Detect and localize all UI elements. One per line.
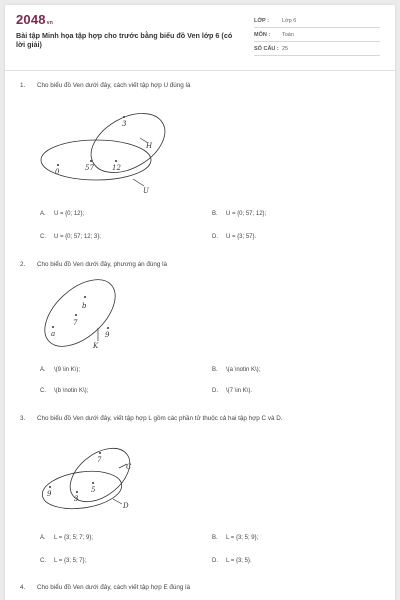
q3-option-b[interactable] (212, 535, 258, 541)
logo-text: 2048 (16, 12, 46, 27)
q2-option-b-text: \(a \notin K\); (226, 367, 261, 373)
page-title: Bài tập Minh họa tập hợp cho trước bằng biểu đồ Ven lớp 6 (có lời giải) (16, 31, 233, 49)
q3-option-d[interactable] (212, 558, 252, 564)
q2-option-d-letter: D. (212, 388, 218, 394)
question-1 (20, 82, 190, 89)
question-1-number: 1. (20, 82, 26, 89)
q3-option-a-letter: A. (40, 535, 46, 541)
q3-option-c[interactable] (40, 558, 86, 564)
question-4 (20, 584, 190, 591)
venn-diagram-3 (40, 430, 150, 520)
venn-3-d-pointer (113, 499, 122, 504)
question-2-number: 2. (20, 261, 26, 268)
venn-3-element-9: 9 (47, 490, 52, 498)
venn-2-dot-a (52, 326, 54, 328)
q3-option-c-letter: C. (40, 558, 46, 564)
venn-2-dot-7 (75, 314, 77, 316)
question-3-number: 3. (20, 415, 26, 422)
q1-option-a-letter: A. (40, 211, 46, 217)
venn-2-element-9: 9 (105, 331, 110, 339)
q3-option-b-letter: B. (212, 535, 218, 541)
venn-3-dot-7 (99, 452, 101, 454)
q3-option-d-letter: D. (212, 558, 218, 564)
venn-1-element-12: 12 (112, 164, 121, 172)
venn-diagram-2 (40, 275, 130, 355)
meta-count (254, 45, 380, 56)
venn-1-dot-3 (123, 116, 125, 118)
q1-option-c-text: U = {0; 57; 12; 3}; (54, 234, 101, 240)
venn-2-element-7: 7 (73, 319, 78, 327)
q2-option-d-text: \(7 \in K\). (226, 388, 253, 394)
site-logo[interactable] (16, 12, 53, 27)
venn-1-label-u: U (143, 187, 149, 195)
question-2 (20, 261, 167, 268)
venn-2-dot-b (84, 296, 86, 298)
venn-1-element-3: 3 (122, 120, 127, 128)
q2-option-a-letter: A. (40, 367, 46, 373)
venn-1-element-0: 0 (55, 168, 60, 176)
q3-option-b-text: L = {3; 5; 9}; (226, 535, 259, 541)
q2-option-c[interactable] (40, 388, 88, 394)
question-3-text: Cho biểu đồ Ven dưới đây, viết tập hợp L gồm các phần tử thuộc cả hai tập hợp C và D. (37, 415, 283, 422)
header-divider (5, 70, 395, 71)
venn-1-u-pointer (133, 179, 144, 186)
venn-1-dot-57 (90, 160, 92, 162)
q1-option-d[interactable] (212, 234, 256, 240)
venn-1-element-57: 57 (85, 164, 94, 172)
venn-1-set-h (81, 101, 175, 184)
venn-2-dot-9 (107, 327, 109, 329)
q1-option-b[interactable] (212, 211, 266, 217)
logo-suffix: vn (46, 20, 53, 26)
venn-1-dot-12 (115, 160, 117, 162)
q3-option-a[interactable] (40, 535, 93, 541)
venn-diagram-1 (40, 95, 170, 205)
q2-option-a-text: \(9 \in K\); (54, 367, 81, 373)
venn-2-element-b: b (82, 302, 87, 310)
venn-1-dot-0 (57, 164, 59, 166)
q1-option-d-text: U = {3; 57}. (226, 234, 257, 240)
venn-3-label-d: D (123, 502, 129, 510)
venn-3-element-3: 3 (74, 495, 79, 503)
q1-option-d-letter: D. (212, 234, 218, 240)
q1-option-b-letter: B. (212, 211, 218, 217)
venn-3-dot-9 (49, 486, 51, 488)
meta-count-label: SỐ CÂU : (254, 46, 279, 52)
meta-subject-label: MÔN : (254, 32, 271, 38)
q2-option-b-letter: B. (212, 367, 218, 373)
venn-3-element-5: 5 (91, 486, 96, 494)
meta-class (254, 17, 380, 28)
q1-option-c-letter: C. (40, 234, 46, 240)
q1-option-c[interactable] (40, 234, 101, 240)
q2-option-c-text: \(b \notin K\); (54, 388, 89, 394)
q3-option-a-text: L = {3; 5; 7; 9}; (54, 535, 93, 541)
q2-option-b[interactable] (212, 367, 260, 373)
question-2-text: Cho biểu đồ Ven dưới đây, phương án đúng là (37, 261, 168, 268)
meta-class-label: LỚP : (254, 18, 269, 24)
venn-1-label-h: H (146, 142, 153, 150)
venn-2-element-a: a (51, 330, 56, 338)
q2-option-a[interactable] (40, 367, 80, 373)
question-4-number: 4. (20, 584, 26, 591)
question-1-text: Cho biểu đồ Ven dưới đây, cách viết tập hợp U đúng là (37, 82, 191, 89)
question-3 (20, 415, 283, 422)
question-4-text: Cho biểu đồ Ven dưới đây, cách viết tập hợp E đúng là (37, 584, 191, 591)
venn-2-label-k: K (93, 342, 99, 350)
venn-3-dot-3 (76, 491, 78, 493)
venn-3-element-7: 7 (97, 456, 102, 464)
q1-option-a[interactable] (40, 211, 84, 217)
venn-3-set-c-lower (40, 467, 124, 514)
q2-option-c-letter: C. (40, 388, 46, 394)
q3-option-c-text: L = {3; 5; 7}; (54, 558, 87, 564)
q2-option-d[interactable] (212, 388, 252, 394)
venn-2-set-k (33, 267, 128, 359)
meta-class-value: Lớp 6 (282, 18, 297, 24)
q1-option-b-text: U = {0; 57; 12}; (226, 211, 267, 217)
venn-3-dot-5 (92, 482, 94, 484)
q3-option-d-text: L = {3; 5}. (226, 558, 252, 564)
meta-subject-value: Toán (282, 32, 294, 38)
q1-option-a-text: U = {0; 12}; (54, 211, 85, 217)
venn-3-label-c: C (126, 463, 132, 471)
meta-count-value: 25 (282, 46, 289, 52)
meta-subject (254, 31, 380, 42)
